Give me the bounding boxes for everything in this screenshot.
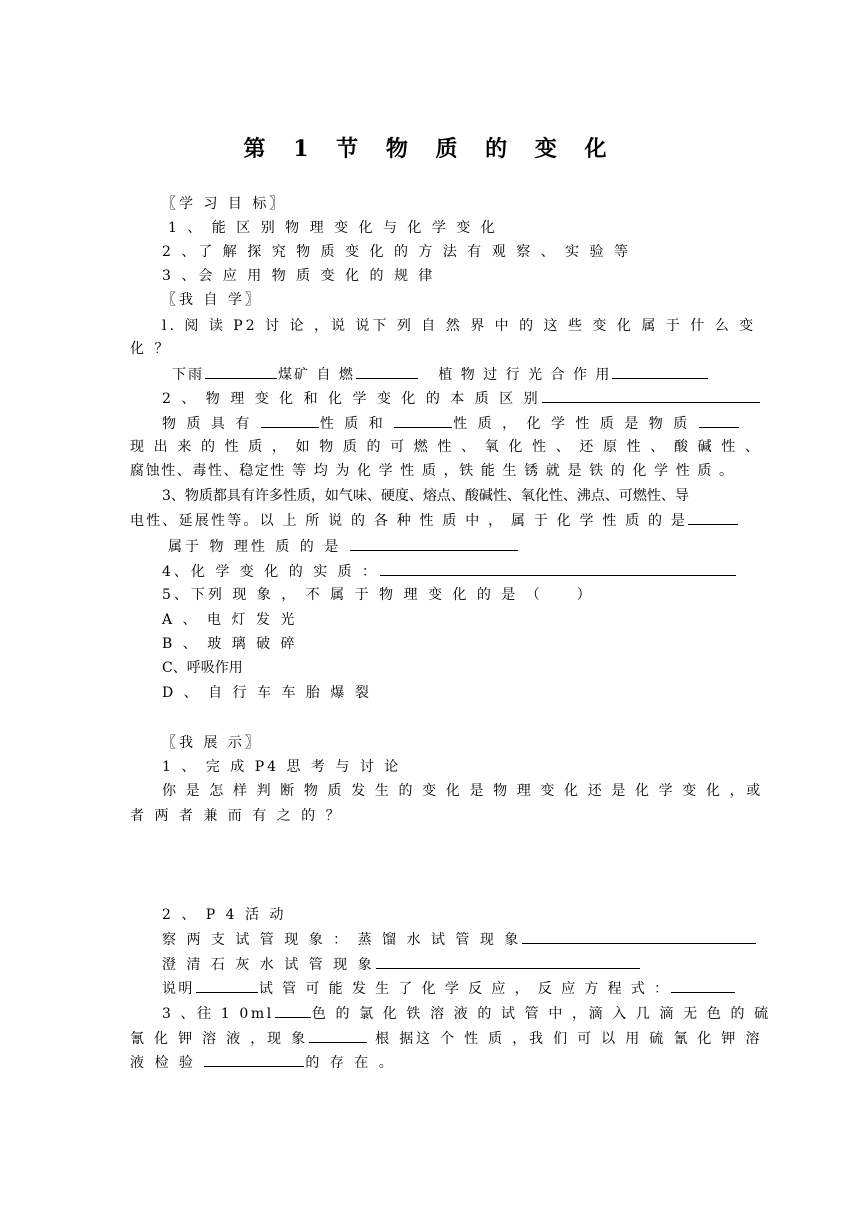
option-c: C、呼吸作用 <box>162 660 243 676</box>
s3-b2-text: 根 据这 个 性 质 ，我 们 可 以 用 硫 氰 化 钾 溶 <box>375 1031 763 1047</box>
q2-p1-c: 性 质 ， 化 学 性 质 是 物 质 <box>453 416 691 432</box>
q3-c-text: 属于 物 理性 质 的 是 <box>168 539 342 555</box>
q1-line-b: 化 ？ <box>130 341 172 357</box>
q1-rain-blank[interactable] <box>205 364 277 379</box>
s2-distilled-blank[interactable] <box>522 929 756 944</box>
q2-para-3: 腐蚀性、毒性、稳定性 等 均 为 化 学 性 质 ，铁 能 生 锈 就 是 铁 的 化 学 性 质 。 <box>130 463 735 479</box>
q4-blank[interactable] <box>380 561 736 576</box>
q2-p1-a: 物 质 具 有 <box>162 416 253 432</box>
q2-blank-1[interactable] <box>261 413 319 428</box>
s3-color-blank[interactable] <box>275 1003 311 1018</box>
s3-c2-text: 的 存 在 。 <box>305 1055 396 1071</box>
q4-text: 4、化 学 变 化 的 实 质 ： <box>162 564 380 580</box>
q1-coal-label: 煤矿 自 燃 <box>278 367 355 383</box>
q2-blank-2[interactable] <box>394 413 452 428</box>
goals-heading: 〖学 习 目 标〗 <box>162 196 287 212</box>
s3-phenomenon-blank[interactable] <box>309 1028 367 1043</box>
option-b: B 、 玻 璃 破 碎 <box>162 636 298 652</box>
show-heading: 〖我 展 示〗 <box>162 735 262 751</box>
q2-text: 2 、 物 理 变 化 和 化 学 变 化 的 本 质 区 别 <box>162 391 541 407</box>
q1-plant-blank[interactable] <box>612 364 708 379</box>
show-item-2-line-a <box>162 929 757 950</box>
s3-a1-text: 3 、往 1 0ml <box>162 1006 274 1022</box>
q1-line-a: l. 阅 读 P2 讨 论 ，说 说下 列 自 然 界 中 的 这 些 变 化 属 于 什 么 变 <box>162 318 757 334</box>
s3-b1-text: 氰 化 钾 溶 液 ，现 象 <box>130 1031 308 1047</box>
q3-phys-blank[interactable] <box>350 536 518 551</box>
show-item-1: 1 、 完 成 P4 思 考 与 讨 论 <box>162 759 402 775</box>
show-item-3-line-a <box>162 1003 771 1024</box>
goal-item-3: 3 、会 应 用 物 质 变 化 的 规 律 <box>162 268 436 284</box>
q1-coal-blank[interactable] <box>356 364 418 379</box>
q3-line-c <box>168 536 519 557</box>
q1-answers <box>172 364 709 385</box>
s2-equation-blank[interactable] <box>671 978 735 993</box>
q1-rain-label: 下雨 <box>172 367 204 383</box>
option-d: D 、 自 行 车 车 胎 爆 裂 <box>162 685 372 701</box>
show-item-2: 2 、 P 4 活 动 <box>162 907 287 923</box>
option-a: A 、 电 灯 发 光 <box>162 612 298 628</box>
s2-limewater-blank[interactable] <box>376 954 640 969</box>
show-item-1-question-a: 你 是 怎 样 判 断 物 质 发 生 的 变 化 是 物 理 变 化 还 是 化 学 变 化 ，或 <box>162 783 763 799</box>
q3-line-a: 3、物质都具有许多性质，如气味、硬度、熔点、酸碱性、氧化性、沸点、可燃性、导 <box>162 488 689 504</box>
page-title: 第 1 节 物 质 的 变 化 <box>243 136 617 162</box>
s2-tube-blank[interactable] <box>196 978 258 993</box>
s3-a2-text: 色 的 氯 化 铁 溶 液 的 试 管 中 ，滴 入 几 滴 无 色 的 硫 <box>311 1006 771 1022</box>
q3-chem-blank[interactable] <box>688 510 738 525</box>
goal-item-2: 2 、了 解 探 究 物 质 变 化 的 方 法 有 观 察 、 实 验 等 <box>162 244 632 260</box>
q5-text: 5、下列 现 象 ， 不 属 于 物 理 变 化 的 是 （ ） <box>162 587 594 603</box>
s3-c1-text: 液 检 验 <box>130 1055 196 1071</box>
s3-test-blank[interactable] <box>204 1052 304 1067</box>
s2-c1-text: 说明 <box>162 981 195 997</box>
q3-b-text: 电性、延展性等。以 上 所 说 的 各 种 性 质 中 ， 属 于 化 学 性 质 的 是 <box>130 513 688 529</box>
show-item-3-line-c <box>130 1052 396 1073</box>
q2-para-1 <box>162 413 740 434</box>
q2-blank-3[interactable] <box>699 413 739 428</box>
q2-line <box>162 388 761 409</box>
show-item-3-line-b <box>130 1028 762 1049</box>
q1-plant-label: 植 物 过 行 光 合 作 用 <box>438 367 612 383</box>
s2-c2-text: 试 管 可 能 发 生 了 化 学 反 应 ， 反 应 方 程 式 ： <box>258 981 671 997</box>
show-item-2-line-b <box>162 954 641 975</box>
q2-para-2: 现 出 来 的 性 质 ， 如 物 质 的 可 燃 性 、 氧 化 性 、 还 原 性 、 酸 碱 性 、 <box>130 439 762 455</box>
s2-a-text: 察 两 支 试 管 现 象 ： 蒸 馏 水 试 管 现 象 <box>162 932 522 948</box>
s2-b-text: 澄 清 石 灰 水 试 管 现 象 <box>162 957 375 973</box>
self-study-heading: 〖我 自 学〗 <box>162 292 262 308</box>
goal-item-1: 1 、 能 区 别 物 理 变 化 与 化 学 变 化 <box>168 220 498 236</box>
q4-line <box>162 561 737 582</box>
show-item-2-line-c <box>162 978 736 999</box>
q3-line-b <box>130 510 739 531</box>
show-item-1-question-b: 者 两 者 兼 而 有 之 的 ？ <box>130 808 343 824</box>
q2-blank[interactable] <box>542 388 760 403</box>
q2-p1-b: 性 质 和 <box>319 416 386 432</box>
